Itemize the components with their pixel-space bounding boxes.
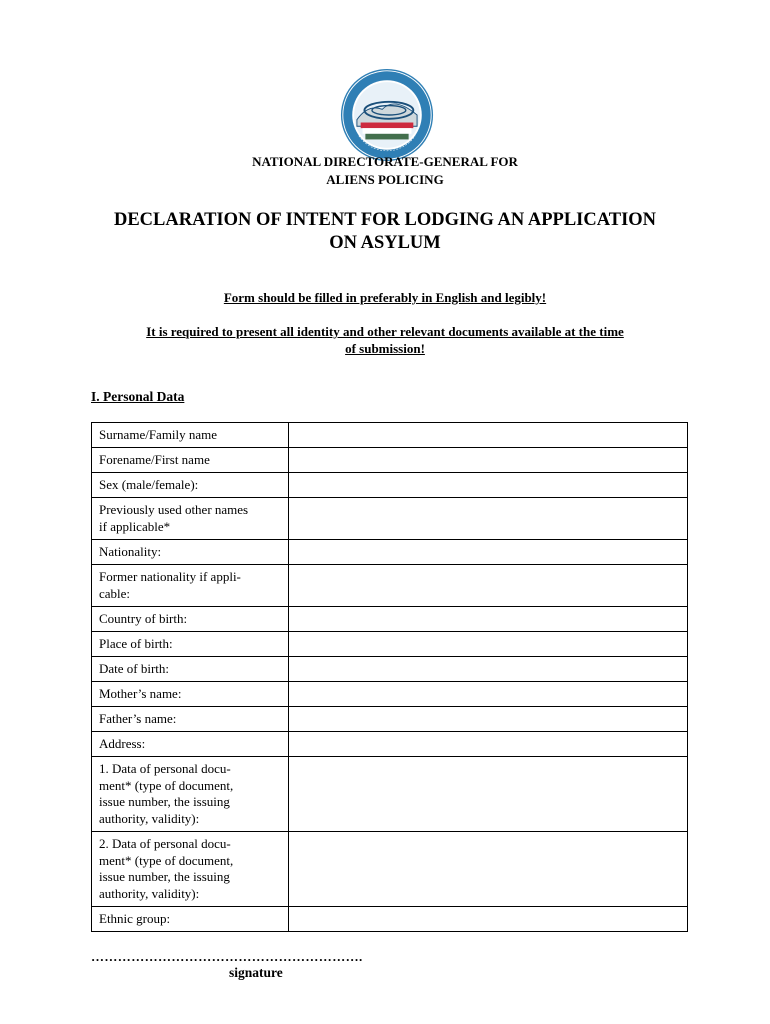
field-label (92, 757, 289, 832)
field-value-cell[interactable] (289, 565, 688, 607)
field-label-line: Forename/First name (99, 452, 210, 467)
form-row (92, 682, 688, 707)
field-label (92, 448, 289, 473)
field-label-line: Mother’s name: (99, 686, 182, 701)
form-row (92, 657, 688, 682)
field-label-line: if applicable* (99, 518, 171, 534)
field-label-line: Sex (male/female): (99, 477, 199, 492)
form-row (92, 707, 688, 732)
document-title-line1: DECLARATION OF INTENT FOR LODGING AN APPLICATION (113, 210, 657, 230)
form-row (92, 757, 688, 832)
documents-instruction-line1: It is required to present all identity and other relevant documents available at the time (146, 324, 624, 339)
field-label (92, 707, 289, 732)
field-label (92, 907, 289, 932)
documents-instruction-line2: of submission! (345, 341, 425, 356)
field-value-cell[interactable] (289, 832, 688, 907)
field-value-cell[interactable] (289, 732, 688, 757)
field-value-cell[interactable] (289, 448, 688, 473)
field-label-line: Date of birth: (99, 661, 170, 676)
field-value-cell[interactable] (289, 707, 688, 732)
form-row (92, 423, 688, 448)
field-label (92, 540, 289, 565)
field-value-cell[interactable] (289, 632, 688, 657)
field-label-line: Previously used other names (99, 502, 249, 517)
agency-name-line2: ALIENS POLICING (326, 172, 444, 187)
field-value-cell[interactable] (289, 607, 688, 632)
field-label (92, 832, 289, 907)
field-label-line: Address: (99, 736, 146, 751)
form-row (92, 607, 688, 632)
section-heading-personal-data: I. Personal Data (91, 389, 185, 404)
form-row (92, 565, 688, 607)
fill-instructions: Form should be filled in preferably in English and legibly! (223, 290, 547, 305)
field-value-cell[interactable] (289, 657, 688, 682)
field-label-line: 1. Data of personal docu- (99, 761, 231, 776)
field-label-line: Former nationality if appli- (99, 569, 241, 584)
field-label (92, 607, 289, 632)
form-row (92, 907, 688, 932)
field-label-line: Nationality: (99, 544, 162, 559)
field-label-line: authority, validity): (99, 810, 200, 826)
field-value-cell[interactable] (289, 907, 688, 932)
form-row (92, 473, 688, 498)
field-label-line: Place of birth: (99, 636, 173, 651)
field-label-line: issue number, the issuing (99, 794, 230, 809)
field-label (92, 473, 289, 498)
signature-line: ……………………………………………………. (91, 949, 363, 964)
form-row (92, 632, 688, 657)
form-row (92, 832, 688, 907)
field-label-line: authority, validity): (99, 885, 200, 901)
field-label (92, 657, 289, 682)
field-label (92, 682, 289, 707)
field-label (92, 565, 289, 607)
field-label (92, 732, 289, 757)
field-value-cell[interactable] (289, 473, 688, 498)
field-label-line: cable: (99, 585, 131, 601)
field-label-line: ment* (type of document, (99, 852, 234, 868)
field-label (92, 632, 289, 657)
field-value-cell[interactable] (289, 498, 688, 540)
field-value-cell[interactable] (289, 540, 688, 565)
field-value-cell[interactable] (289, 757, 688, 832)
field-value-cell[interactable] (289, 682, 688, 707)
field-label-line: issue number, the issuing (99, 869, 230, 884)
agency-seal-logo (340, 68, 434, 162)
form-row (92, 540, 688, 565)
field-label-line: Surname/Family name (99, 427, 218, 442)
field-label-line: Ethnic group: (99, 911, 171, 926)
signature-label: signature (229, 965, 283, 980)
field-label-line: Country of birth: (99, 611, 188, 626)
agency-name-line1: NATIONAL DIRECTORATE-GENERAL FOR (252, 154, 518, 169)
field-value-cell[interactable] (289, 423, 688, 448)
form-row (92, 448, 688, 473)
form-row (92, 732, 688, 757)
field-label (92, 423, 289, 448)
field-label (92, 498, 289, 540)
document-title-line2: ON ASYLUM (329, 233, 441, 253)
field-label-line: 2. Data of personal docu- (99, 836, 231, 851)
personal-data-table (91, 422, 688, 932)
field-label-line: ment* (type of document, (99, 777, 234, 793)
field-label-line: Father’s name: (99, 711, 177, 726)
form-row (92, 498, 688, 540)
